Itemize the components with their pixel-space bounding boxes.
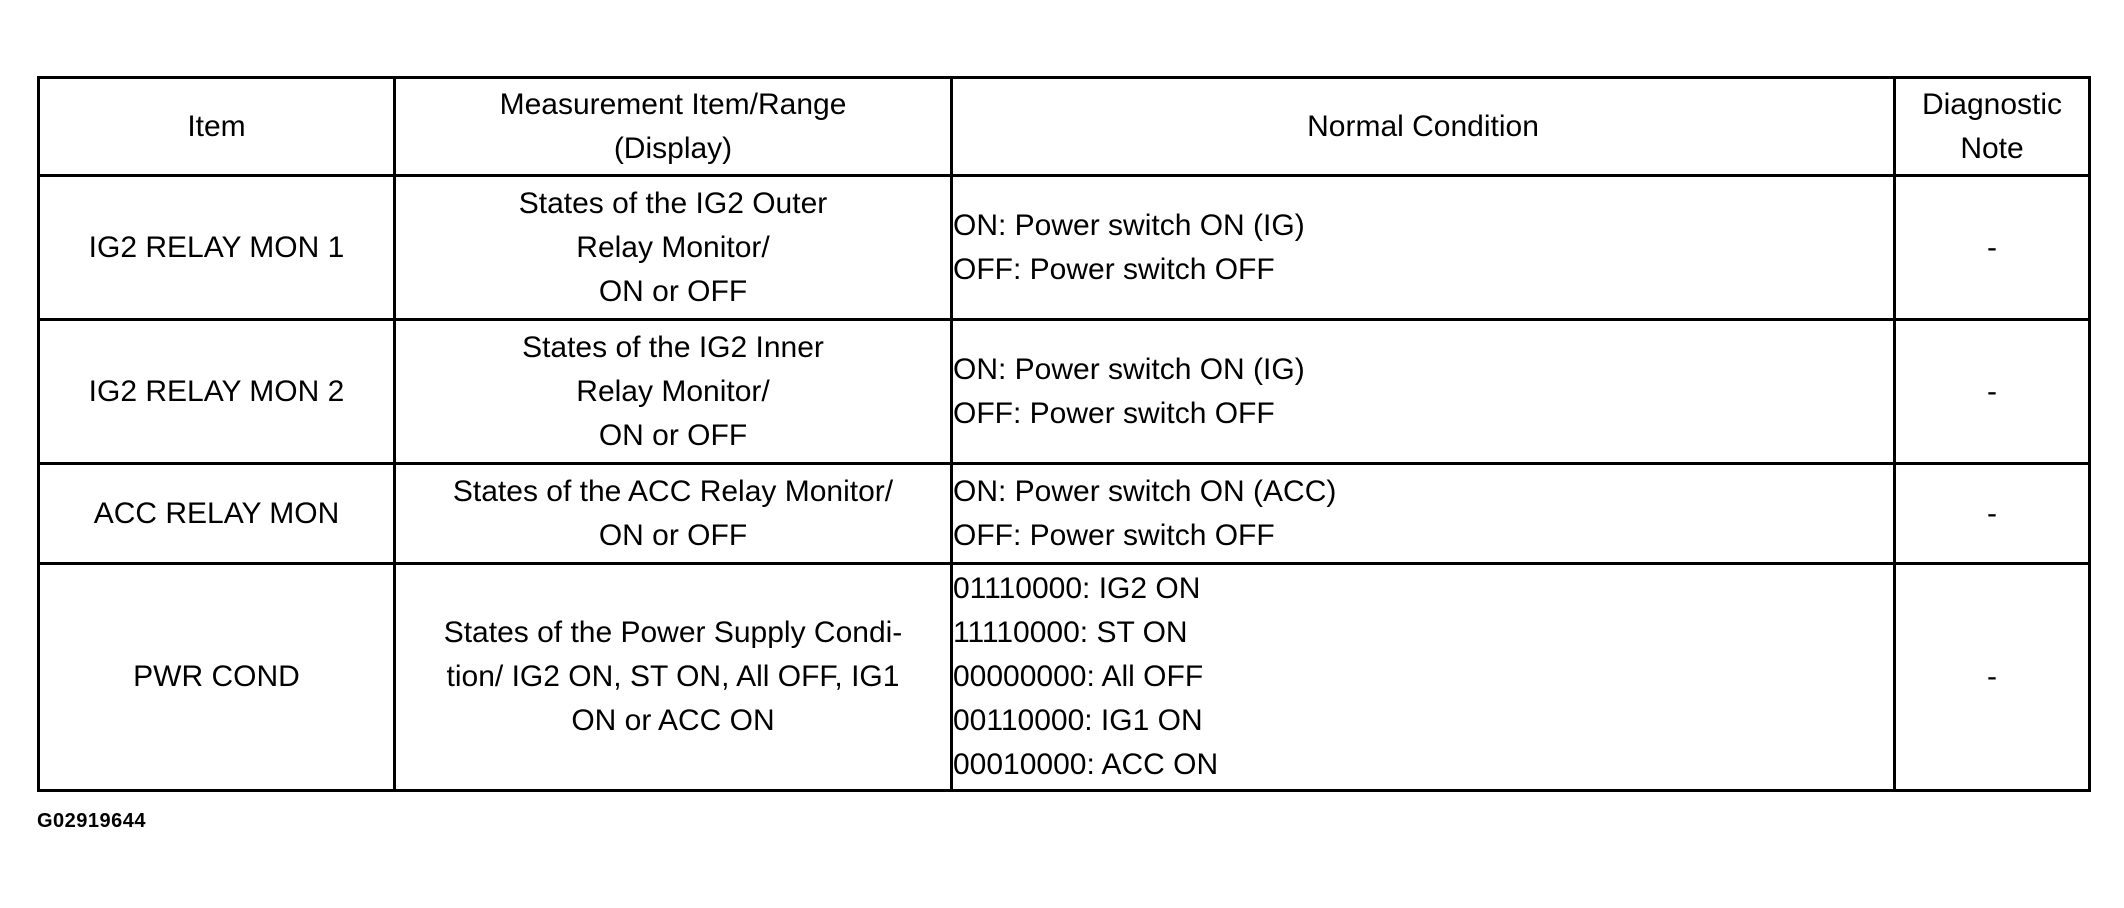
header-measurement-line: (Display) [613, 131, 733, 165]
item-name: ACC RELAY MON [93, 496, 340, 530]
measurement-line: ON or ACC ON [571, 704, 775, 737]
condition-cell [952, 564, 1895, 791]
condition-line: ON: Power switch ON (ACC) [953, 474, 1337, 508]
note-text: - [1987, 230, 1997, 264]
item-cell [39, 464, 395, 564]
header-item [39, 78, 395, 176]
measurement-cell [395, 176, 952, 320]
measurement-line: States of the ACC Relay Monitor/ [452, 474, 894, 508]
condition-line: 11110000: ST ON [953, 616, 1188, 649]
condition-cell [952, 464, 1895, 564]
item-name: PWR COND [133, 660, 300, 693]
table-row [39, 176, 2090, 320]
condition-line: 00010000: ACC ON [953, 748, 1219, 781]
condition-line: OFF: Power switch OFF [953, 518, 1275, 552]
condition-line: OFF: Power switch OFF [953, 396, 1275, 430]
table-header-row [39, 78, 2090, 176]
condition-line: OFF: Power switch OFF [953, 252, 1275, 286]
item-name: IG2 RELAY MON 2 [88, 374, 345, 408]
header-note-line: Note [1960, 131, 2024, 165]
measurement-line: Relay Monitor/ [576, 230, 770, 264]
table-row [39, 320, 2090, 464]
header-condition-text: Normal Condition [1307, 109, 1539, 143]
data-list-table [37, 76, 2091, 792]
measurement-line: States of the IG2 Outer [518, 186, 828, 220]
measurement-line: ON or OFF [598, 518, 748, 552]
note-text: - [1987, 496, 1997, 530]
measurement-line: Relay Monitor/ [576, 374, 770, 408]
measurement-cell [395, 564, 952, 791]
header-item-text: Item [187, 109, 246, 143]
item-cell [39, 176, 395, 320]
condition-line: 00000000: All OFF [953, 660, 1204, 693]
item-name: IG2 RELAY MON 1 [88, 230, 345, 264]
header-measurement [395, 78, 952, 176]
measurement-line: tion/ IG2 ON, ST ON, All OFF, IG1 [446, 660, 900, 693]
table-row [39, 564, 2090, 791]
measurement-line: ON or OFF [598, 418, 748, 452]
header-condition [952, 78, 1895, 176]
item-cell [39, 564, 395, 791]
measurement-line: ON or OFF [598, 274, 748, 308]
note-cell [1895, 320, 2090, 464]
header-note [1895, 78, 2090, 176]
note-text: - [1987, 660, 1997, 693]
measurement-cell [395, 320, 952, 464]
condition-line: ON: Power switch ON (IG) [953, 352, 1305, 386]
item-cell [39, 320, 395, 464]
header-note-line: Diagnostic [1921, 87, 2063, 121]
note-cell [1895, 464, 2090, 564]
condition-line: 01110000: IG2 ON [953, 572, 1201, 605]
note-text: - [1987, 374, 1997, 408]
note-cell [1895, 176, 2090, 320]
header-measurement-line: Measurement Item/Range [499, 87, 847, 121]
measurement-line: States of the IG2 Inner [522, 330, 824, 364]
measurement-line: States of the Power Supply Condi- [443, 616, 903, 649]
condition-line: 00110000: IG1 ON [953, 704, 1203, 737]
condition-line: ON: Power switch ON (IG) [953, 208, 1305, 242]
note-cell [1895, 564, 2090, 791]
figure-id-label: G02919644 [37, 810, 147, 832]
condition-cell [952, 176, 1895, 320]
measurement-cell [395, 464, 952, 564]
table-row [39, 464, 2090, 564]
condition-cell [952, 320, 1895, 464]
